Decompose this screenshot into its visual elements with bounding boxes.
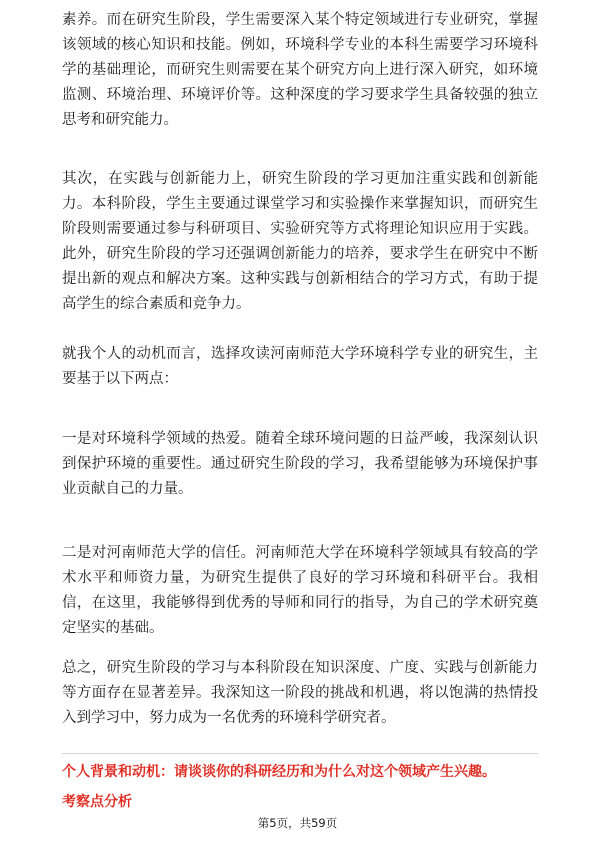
body-paragraph-2: 其次，在实践与创新能力上，研究生阶段的学习更加注重实践和创新能力。本科阶段，学生主要通过课堂学习和实验操作来掌握知识，而研究生阶段则需要通过参与科研项目、实验研究等方式将理论知识应用于实践。此外，研究生阶段的学习还强调创新能力的培养，要求学生在研究中不断提出新的观点和解决方案。这种实践与创新相结合的学习方式，有助于提高学生的综合素质和竞争力。	[62, 171, 538, 312]
interview-question: 个人背景和动机：请谈谈你的科研经历和为什么对这个领域产生兴趣。	[62, 764, 496, 780]
body-paragraph-1: 素养。而在研究生阶段，学生需要深入某个特定领域进行专业研究，掌握该领域的核心知识和技能。例如，环境科学专业的本科生需要学习环境科学的基础理论，而研究生则需要在某个研究方向上进行深入研究，如环境监测、环境治理、环境评价等。这种深度的学习要求学生具备较强的独立思考和研究能力。	[62, 12, 538, 128]
page-number-footer: 第5页，共59页	[257, 816, 338, 830]
section-divider	[62, 753, 538, 754]
body-paragraph-4: 一是对环境科学领域的热爱。随着全球环境问题的日益严峻，我深刻认识到保护环境的重要性。通过研究生阶段的学习，我希望能够为环境保护事业贡献自己的力量。	[62, 431, 538, 497]
analysis-heading: 考察点分析	[62, 794, 132, 810]
body-paragraph-6: 总之，研究生阶段的学习与本科阶段在知识深度、广度、实践与创新能力等方面存在显著差异。我深知这一阶段的挑战和机遇，将以饱满的热情投入到学习中，努力成为一名优秀的环境科学研究者。	[62, 660, 538, 726]
body-paragraph-5: 二是对河南师范大学的信任。河南师范大学在环境科学领域具有较高的学术水平和师资力量，为研究生提供了良好的学习环境和科研平台。我相信，在这里，我能够得到优秀的导师和同行的指导，为自己的学术研究奠定坚实的基础。	[62, 545, 538, 636]
body-paragraph-3: 就我个人的动机而言，选择攻读河南师范大学环境科学专业的研究生，主要基于以下两点：	[62, 346, 538, 387]
